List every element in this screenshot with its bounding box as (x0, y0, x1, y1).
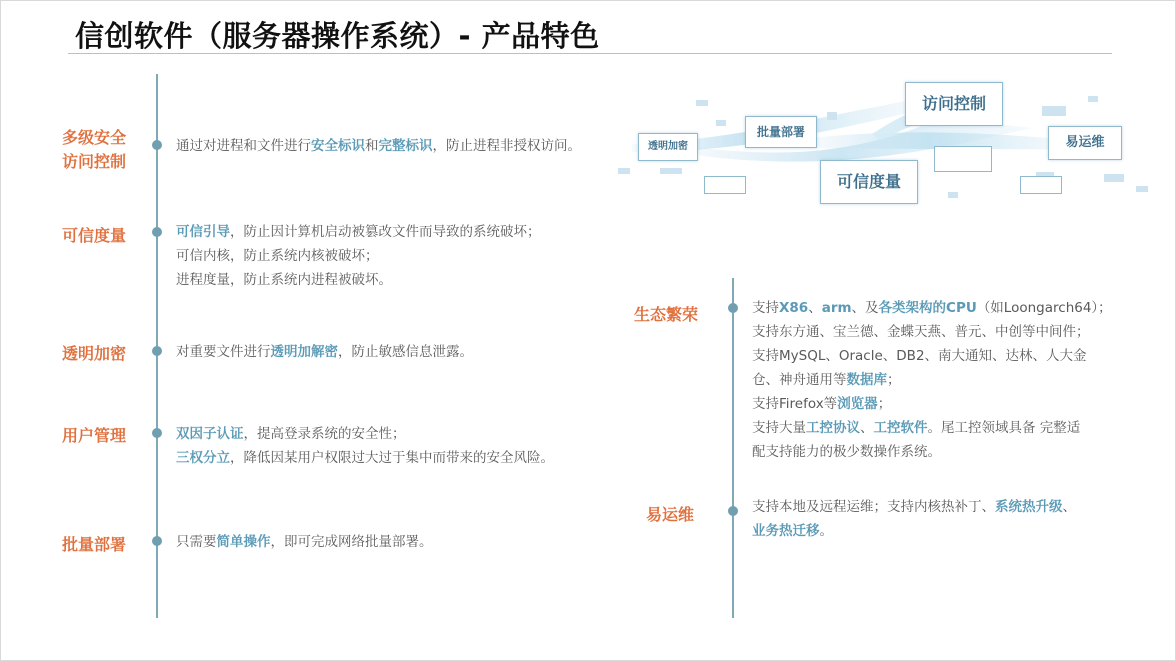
description-text: 。 (819, 523, 833, 539)
right-timeline-line (732, 278, 734, 618)
description-text: ，防止敏感信息泄露。 (338, 344, 473, 360)
description-text: 支持大量 (752, 420, 806, 436)
illustration-empty-card (934, 146, 992, 172)
illustration-empty-card (704, 176, 746, 194)
timeline-dot (152, 536, 162, 546)
timeline-dot (152, 428, 162, 438)
highlighted-term: 可信引导 (176, 224, 230, 240)
description-line (752, 368, 1112, 392)
highlighted-term: 数据库 (846, 372, 887, 388)
feature-illustration (612, 78, 1152, 208)
feature-label (52, 342, 136, 366)
description-text: 支持本地及远程运维；支持内核热补丁、 (752, 499, 995, 515)
feature-label-line: 透明加密 (61, 344, 126, 363)
title-underline (68, 53, 1112, 54)
description-text: 支持东方通、宝兰德、金蝶天燕、普元、中创等中间件； (752, 324, 1090, 340)
illustration-card-batch-deploy: 批量部署 (745, 116, 817, 148)
description-text: 进程度量，防止系统内进程被破坏。 (176, 272, 392, 288)
description-text: 支持Firefox等 (752, 396, 838, 412)
feature-description (752, 495, 1076, 543)
description-text: 通过对进程和文件进行 (176, 138, 311, 154)
feature-label-line: 用户管理 (61, 426, 126, 445)
decor-square (696, 100, 708, 106)
highlighted-term: 工控协议 (806, 420, 860, 436)
highlighted-term: 系统热升级 (995, 499, 1063, 515)
description-text: 支持MySQL、Oracle、DB2、南大通知、达林、人大金 (752, 348, 1087, 364)
description-text: ，降低因某用户权限过大过于集中而带来的安全风险。 (230, 450, 554, 466)
description-line (752, 392, 1112, 416)
decor-square (1088, 96, 1098, 102)
highlighted-term: 简单操作 (216, 534, 271, 550)
description-line (752, 320, 1112, 344)
feature-label-line: 访问控制 (61, 152, 126, 171)
decor-square (1136, 186, 1148, 192)
feature-description (176, 340, 473, 364)
description-text: 只需要 (176, 534, 217, 550)
decor-square (948, 192, 958, 198)
feature-description (176, 134, 581, 158)
description-text: 可信内核，防止系统内核被破坏； (176, 248, 379, 264)
highlighted-term: 浏览器 (837, 396, 878, 412)
highlighted-term: 工控软件 (873, 420, 928, 436)
description-line (752, 296, 1112, 320)
description-text: ； (877, 396, 892, 412)
decor-square (660, 168, 682, 174)
highlighted-term: 各类架构的CPU (878, 300, 977, 316)
description-line (176, 244, 541, 268)
feature-label (52, 424, 136, 448)
description-text: 、 (808, 300, 822, 316)
description-text: 、及 (851, 300, 879, 316)
feature-label-line: 多级安全 (61, 128, 126, 147)
feature-description (176, 422, 554, 470)
feature-label (52, 224, 136, 248)
feature-label (52, 533, 136, 557)
description-line (752, 416, 1112, 440)
decor-square (1104, 174, 1124, 182)
description-text: 支持 (752, 300, 779, 316)
description-line (176, 268, 541, 292)
feature-description (752, 296, 1112, 464)
description-text: 对重要文件进行 (176, 344, 271, 360)
description-line (176, 220, 541, 244)
description-text: （如Loongarch64）； (976, 300, 1112, 316)
description-text: ，即可完成网络批量部署。 (270, 534, 433, 550)
highlighted-term: X86 (779, 300, 809, 316)
description-text: 、 (1062, 499, 1076, 515)
highlighted-term: 三权分立 (176, 450, 230, 466)
decor-square (716, 120, 726, 126)
description-text: ，防止进程非授权访问。 (432, 138, 581, 154)
feature-label (628, 503, 712, 527)
decor-square (618, 168, 630, 174)
description-line (752, 519, 1076, 543)
highlighted-term: 安全标识 (311, 138, 365, 154)
description-line (176, 340, 473, 364)
description-line (752, 344, 1112, 368)
timeline-dot (728, 303, 738, 313)
illustration-empty-card (1020, 176, 1062, 194)
highlighted-term: arm (821, 300, 852, 316)
illustration-card-easy-ops: 易运维 (1048, 126, 1122, 160)
decor-square (827, 112, 837, 120)
description-text: 配支持能力的极少数操作系统。 (752, 444, 941, 460)
timeline-dot (152, 227, 162, 237)
description-line (752, 440, 1112, 464)
description-line (176, 446, 554, 470)
description-text: 。尾工控领域具备 完整适 (927, 420, 1081, 436)
illustration-card-access-control: 访问控制 (905, 82, 1003, 126)
description-line (176, 530, 433, 554)
illustration-card-trusted-measurement: 可信度量 (820, 160, 918, 204)
feature-label (624, 303, 708, 327)
highlighted-term: 双因子认证 (176, 426, 244, 442)
decor-square (1042, 106, 1066, 116)
timeline-dot (152, 140, 162, 150)
highlighted-term: 透明加解密 (270, 344, 338, 360)
highlighted-term: 业务热迁移 (752, 523, 820, 539)
page-title: 信创软件（服务器操作系统）- 产品特色 (75, 19, 600, 53)
description-text: 、 (860, 420, 874, 436)
highlighted-term: 完整标识 (378, 138, 433, 154)
description-text: 和 (365, 138, 379, 154)
feature-label-line: 可信度量 (61, 226, 126, 245)
description-text: 仓、神舟通用等 (752, 372, 847, 388)
description-line (752, 495, 1076, 519)
timeline-dot (152, 346, 162, 356)
description-text: ，防止因计算机启动被篡改文件而导致的系统破坏； (230, 224, 541, 240)
description-text: ； (887, 372, 901, 388)
feature-label-line: 生态繁荣 (633, 305, 698, 324)
feature-label-line: 批量部署 (61, 535, 126, 554)
feature-description (176, 530, 433, 554)
feature-label-line: 易运维 (645, 505, 694, 524)
feature-description (176, 220, 541, 292)
illustration-card-transparent-encryption: 透明加密 (638, 133, 698, 161)
timeline-dot (728, 506, 738, 516)
description-text: ，提高登录系统的安全性； (243, 426, 406, 442)
description-line (176, 422, 554, 446)
feature-label (52, 126, 136, 174)
description-line (176, 134, 581, 158)
